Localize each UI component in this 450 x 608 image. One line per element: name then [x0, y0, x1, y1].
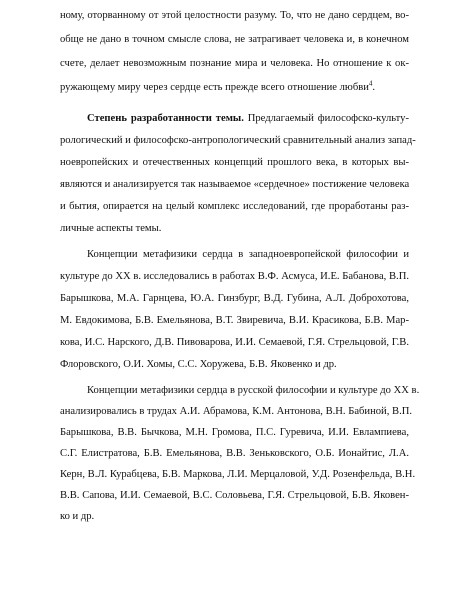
paragraph-4-line-6: В.В. Сапова, И.И. Семаевой, В.С. Соловьева, Г.Я. Стрельцовой, Б.В. Яковен- [60, 490, 409, 501]
paragraph-1-line-1: ному, оторванному от этой целостности разуму. То, что не дано сердцем, во- [60, 10, 409, 21]
paragraph-1-line-4 [60, 79, 409, 94]
paragraph-2-line-1 [87, 113, 409, 125]
paragraph-3-line-1: Концепции метафизики сердца в западноевропейской философии и [87, 249, 409, 260]
section-heading: Степень разработанности темы. [87, 113, 244, 124]
paragraph-4-line-2: анализировались в трудах А.И. Абрамова, К.М. Антонова, В.Н. Бабиной, В.П. [60, 406, 413, 417]
paragraph-4-line-3: Барышкова, В.В. Бычкова, М.Н. Громова, П.С. Гуревича, И.И. Евлампиева, [60, 427, 409, 438]
paragraph-4-line-5: Керн, В.Л. Курабцева, Б.В. Маркова, Л.И. Мерцаловой, У.Д. Розенфельда, В.Н. [60, 469, 416, 480]
paragraph-2-line-2: рологический и философско-антропологический сравнительный анализ запад- [60, 135, 416, 146]
paragraph-2-line-3: ноевропейских и отечественных концепций прошлого века, в которых вы- [60, 157, 409, 168]
paragraph-1-end: . [372, 82, 376, 93]
paragraph-1-line-3: счете, делает невозможным познание мира и человека. Но отношение к ок- [60, 58, 409, 69]
paragraph-2-line-5: и бытия, опирается на целый комплекс исследований, где проработаны раз- [60, 201, 409, 212]
footnote-reference: 4 [368, 79, 373, 88]
paragraph-4-line-4: С.Г. Елистратова, Б.В. Емельянова, В.В. Зеньковского, О.Б. Ионайтис, Л.А. [60, 448, 409, 459]
paragraph-3-line-6: Флоровского, О.И. Хомы, С.С. Хоружева, Б.В. Яковенко и др. [60, 359, 337, 370]
paragraph-1-line-4-text: ружающему миру через сердце есть прежде всего отношение любви [60, 82, 369, 93]
paragraph-4-line-7: ко и др. [60, 511, 95, 522]
paragraph-2-line-4: являются и анализируется так называемое «сердечное» постижение человека [60, 179, 410, 190]
paragraph-2-line-6: личные аспекты темы. [60, 223, 162, 234]
paragraph-3-line-3: Барышкова, М.А. Гарнцева, Ю.А. Гинзбург, В.Д. Губина, А.Л. Доброхотова, [60, 293, 409, 304]
paragraph-3-line-2: культуре до XX в. исследовались в работах В.Ф. Асмуса, И.Е. Бабанова, В.П. [60, 271, 409, 282]
paragraph-3-line-4: М. Евдокимова, Б.В. Емельянова, В.Т. Звиревича, В.И. Красикова, Б.В. Мар- [60, 315, 409, 326]
paragraph-2-line-1-rest: Предлагаемый философско-культу- [243, 113, 409, 124]
paragraph-3-line-5: кова, И.С. Нарского, Д.В. Пивоварова, И.И. Семаевой, Г.Я. Стрельцовой, Г.В. [60, 337, 409, 348]
paragraph-4-line-1: Концепции метафизики сердца в русской философии и культуре до XX в. [87, 385, 420, 396]
paragraph-1-line-2: обще не дано в точном смысле слова, не затрагивает человека и, в конечном [60, 34, 409, 45]
